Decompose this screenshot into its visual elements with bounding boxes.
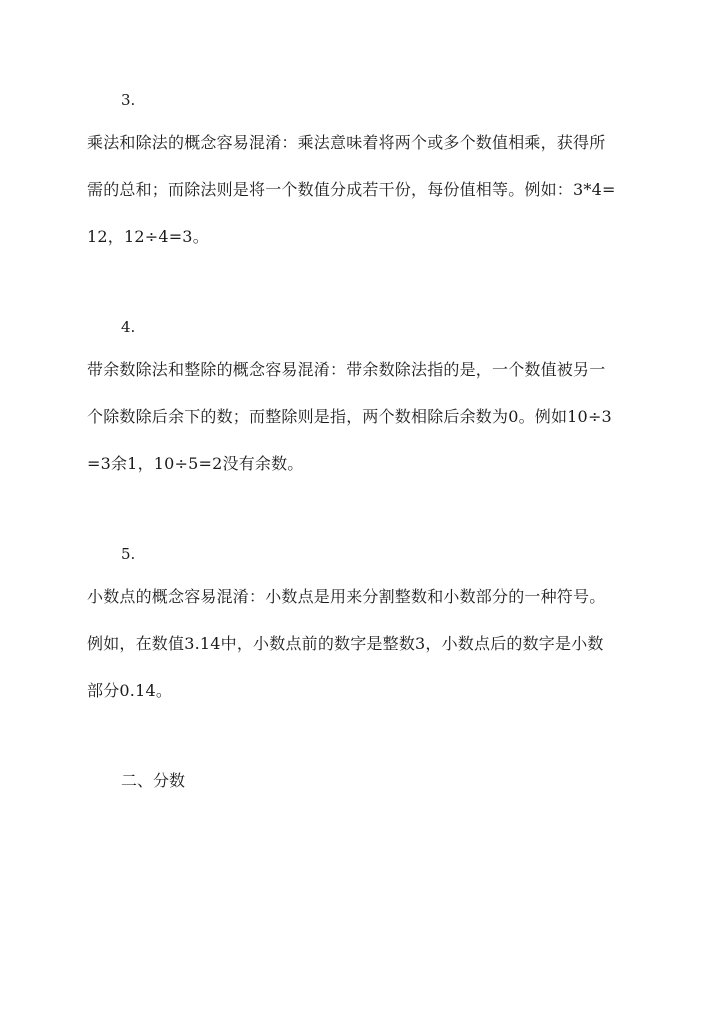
item-number-5: 5. xyxy=(121,545,136,563)
item-paragraph-3 xyxy=(87,119,635,260)
paragraph-line: 部分0.14。 xyxy=(87,681,173,700)
item-number-4: 4. xyxy=(121,318,136,336)
item-paragraph-4 xyxy=(87,346,635,487)
paragraph-line: 小数点的概念容易混淆：小数点是用来分割整数和小数部分的一种符号。 xyxy=(87,587,606,606)
paragraph-line: =3余1，10÷5=2没有余数。 xyxy=(87,454,304,473)
paragraph-line: 例如，在数值3.14中，小数点前的数字是整数3，小数点后的数字是小数 xyxy=(87,634,604,653)
item-number-3: 3. xyxy=(121,91,136,109)
paragraph-line: 12，12÷4=3。 xyxy=(87,227,209,246)
paragraph-line: 个除数除后余下的数；而整除则是指，两个数相除后余数为0。例如10÷3 xyxy=(87,407,612,426)
paragraph-line: 乘法和除法的概念容易混淆：乘法意味着将两个或多个数值相乘，获得所 xyxy=(87,133,606,152)
paragraph-line: 需的总和；而除法则是将一个数值分成若干份，每份值相等。例如：3*4= xyxy=(87,180,616,199)
item-paragraph-5 xyxy=(87,573,635,714)
paragraph-line: 带余数除法和整除的概念容易混淆：带余数除法指的是，一个数值被另一 xyxy=(87,360,606,379)
section-heading: 二、分数 xyxy=(121,771,186,790)
